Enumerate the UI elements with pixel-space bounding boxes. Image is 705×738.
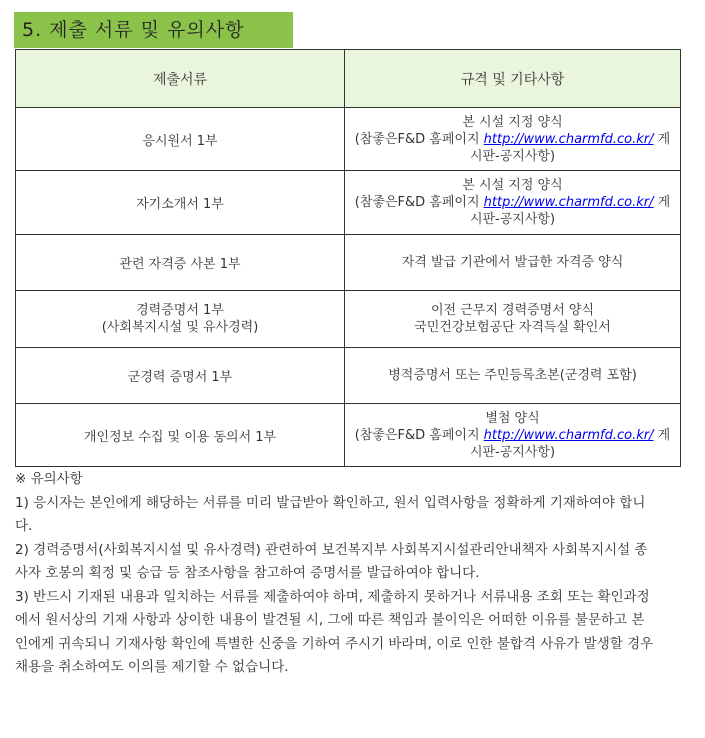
note-item: 3) 반드시 기재된 내용과 일치하는 서류를 제출하여야 하며, 제출하지 못하거나 서류내용 조회 또는 확인과정에서 원서상의 기재 사항과 상이한 내용이 발견될 시, 그에 따른 책임과 불이익은 어떠한 이유를 불문하고 본인에게 귀속되니 기재사항 확인에 특별한 신중을 기하여 주시기 바라며, 이로 인한 불합격 사유가 발생할 경우 채용을 취소하여도 이의를 제기할 수 없습니다. [15, 588, 654, 675]
spec-line: 국민건강보험공단 자격득실 확인서 [414, 320, 611, 335]
note-item: 2) 경력증명서(사회복지시설 및 유사경력) 관련하여 보건복지부 사회복지시설관리안내책자 사회복지시설 종사자 호봉의 획정 및 승급 등 참조사항을 참고하여 증명서를 발급하여야 합니다. [15, 541, 648, 581]
spec-cell [345, 108, 681, 171]
spec-line: 이전 근무지 경력증명서 양식 [430, 303, 595, 318]
spec-text: (참좋은F&D 홈페이지 [354, 427, 484, 443]
doc-line: 경력증명서 1부 [136, 303, 224, 318]
spec-cell [345, 404, 681, 467]
doc-cell: 개인정보 수집 및 이용 동의서 1부 [16, 404, 345, 467]
spec-cell: 자격 발급 기관에서 발급한 자격증 양식 [345, 235, 681, 291]
spec-cell [345, 171, 681, 235]
notes-section [15, 468, 655, 680]
homepage-link[interactable]: http://www.charmfd.co.kr/ [483, 131, 654, 147]
spec-line: 별첨 양식 [485, 410, 540, 426]
spec-text: 게시판-공지사항) [469, 195, 671, 227]
spec-text: (참좋은F&D 홈페이지 [354, 195, 484, 210]
doc-line: (사회복지시설 및 유사경력) [101, 320, 259, 335]
doc-cell: 군경력 증명서 1부 [16, 348, 345, 404]
spec-text: 게시판-공지사항) [469, 427, 671, 460]
table-row [16, 235, 681, 291]
header-documents: 제출서류 [16, 50, 345, 108]
spec-line: 본 시설 지정 양식 [462, 114, 563, 130]
section-title: 5. 제출 서류 및 유의사항 [14, 12, 293, 48]
table-header-row [16, 50, 681, 108]
spec-text: 게시판-공지사항) [469, 131, 671, 164]
doc-cell: 응시원서 1부 [16, 108, 345, 171]
doc-cell: 자기소개서 1부 [16, 171, 345, 235]
spec-cell [345, 291, 681, 348]
documents-table [15, 49, 681, 467]
spec-line [351, 131, 674, 165]
spec-line [351, 427, 674, 461]
table-row [16, 171, 681, 235]
table-row [16, 291, 681, 348]
spec-cell: 병적증명서 또는 주민등록초본(군경력 포함) [345, 348, 681, 404]
spec-line [351, 194, 674, 228]
homepage-link[interactable]: http://www.charmfd.co.kr/ [483, 427, 654, 443]
doc-cell: 관련 자격증 사본 1부 [16, 235, 345, 291]
spec-text: (참좋은F&D 홈페이지 [354, 131, 484, 147]
doc-cell [16, 291, 345, 348]
notes-heading: ※ 유의사항 [15, 471, 83, 487]
homepage-link[interactable]: http://www.charmfd.co.kr/ [483, 195, 654, 210]
note-item: 1) 응시자는 본인에게 해당하는 서류를 미리 발급받아 확인하고, 원서 입력사항을 정확하게 기재하여야 합니다. [15, 494, 646, 534]
table-row [16, 404, 681, 467]
header-specs: 규격 및 기타사항 [345, 50, 681, 108]
spec-line: 본 시설 지정 양식 [462, 178, 563, 193]
table-row [16, 348, 681, 404]
table-row [16, 108, 681, 171]
